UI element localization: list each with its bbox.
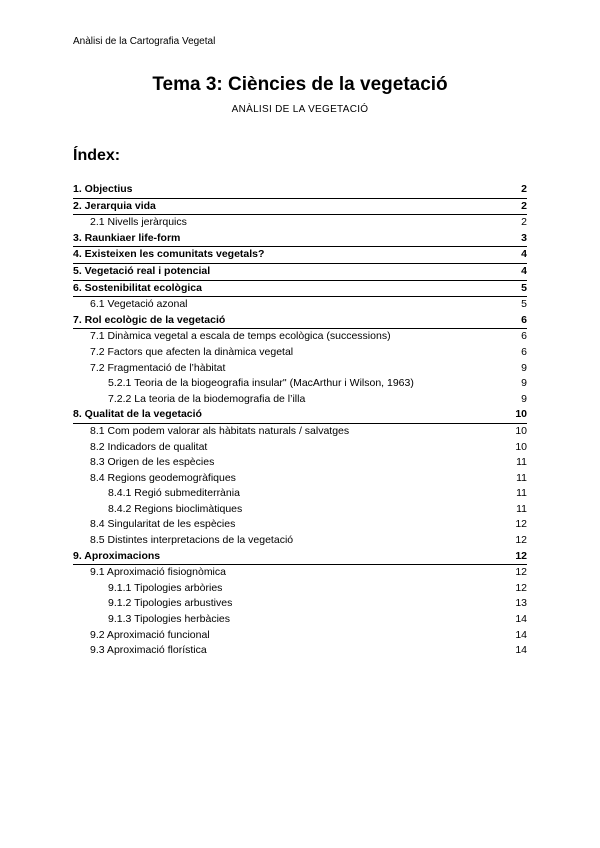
toc-entry-label: 8.5 Distintes interpretacions de la vegetació (90, 534, 294, 547)
toc-entry-label: 7.1 Dinàmica vegetal a escala de temps ecològica (successions) (90, 330, 391, 343)
toc-entry[interactable] (73, 643, 527, 659)
toc-entry-page-number: 9 (521, 361, 527, 374)
toc-entry[interactable] (73, 517, 527, 533)
toc-entry-label: 8.4 Regions geodemogràfiques (90, 471, 236, 484)
toc-entry-label: 7.2 Factors que afecten la dinàmica vegetal (90, 345, 294, 358)
toc-entry-label: 7.2 Fragmentació de l’hàbitat (90, 361, 226, 374)
toc-entry-page-number: 10 (515, 440, 527, 453)
toc-entry[interactable] (73, 565, 527, 581)
toc-entry[interactable] (73, 247, 527, 264)
toc-entry-label: 6.1 Vegetació azonal (90, 298, 188, 311)
toc-entry-label: 7. Rol ecològic de la vegetació (73, 313, 226, 326)
running-header: Anàlisi de la Cartografia Vegetal (73, 36, 216, 47)
toc-entry[interactable] (73, 502, 527, 518)
toc-entry[interactable] (73, 628, 527, 644)
toc-entry[interactable] (73, 215, 527, 231)
toc-entry[interactable] (73, 329, 527, 345)
toc-entry-label: 5.2.1 Teoria de la biogeografia insular" (MacArthur i Wilson, 1963) (108, 377, 414, 390)
toc-entry-label: 8.2 Indicadors de qualitat (90, 440, 208, 453)
toc-entry-page-number: 12 (515, 549, 527, 562)
toc-entry-page-number: 11 (516, 456, 527, 469)
toc-entry-page-number: 4 (521, 264, 527, 277)
toc-entry-page-number: 11 (516, 502, 527, 515)
toc-entry-label: 9.1.2 Tipologies arbustives (108, 597, 233, 610)
toc-entry-label: 9. Aproximacions (73, 549, 161, 562)
toc-entry-page-number: 5 (521, 281, 527, 294)
toc-entry[interactable] (73, 612, 527, 628)
toc-entry[interactable] (73, 264, 527, 281)
toc-entry[interactable] (73, 199, 527, 216)
toc-entry-page-number: 11 (516, 471, 527, 484)
toc-entry-page-number: 9 (521, 377, 527, 390)
toc-entry-page-number: 9 (521, 392, 527, 405)
toc-entry[interactable] (73, 231, 527, 248)
toc-entry[interactable] (73, 392, 527, 408)
toc-entry-page-number: 10 (515, 408, 527, 421)
toc-entry[interactable] (73, 424, 527, 440)
toc-entry[interactable] (73, 581, 527, 597)
toc-entry-page-number: 2 (521, 216, 527, 229)
toc-entry-label: 8.4.1 Regió submediterrània (108, 487, 240, 500)
toc-entry-page-number: 4 (521, 248, 527, 261)
toc-entry-page-number: 14 (515, 628, 527, 641)
toc-entry-label: 2.1 Nivells jeràrquics (90, 216, 187, 229)
toc-entry-page-number: 12 (515, 566, 527, 579)
toc-entry-label: 8.1 Com podem valorar als hàbitats naturals / salvatges (90, 424, 350, 437)
toc-entry[interactable] (73, 471, 527, 487)
toc-entry-page-number: 2 (521, 183, 527, 195)
toc-entry-label: 4. Existeixen les comunitats vegetals? (73, 248, 265, 261)
toc-entry[interactable] (73, 281, 527, 298)
toc-entry-label: 1. Objectius (73, 183, 133, 195)
toc-entry-label: 5. Vegetació real i potencial (73, 264, 211, 277)
toc-entry-label: 9.1 Aproximació fisiognòmica (90, 566, 226, 579)
toc-entry-page-number: 6 (521, 313, 527, 326)
toc-entry-page-number: 12 (515, 534, 527, 547)
toc-entry-label: 7.2.2 La teoria de la biodemografia de l’illa (108, 392, 306, 405)
toc-entry-page-number: 14 (515, 644, 527, 657)
toc-entry-label: 9.1.3 Tipologies herbàcies (108, 613, 230, 626)
toc-entry[interactable] (73, 345, 527, 361)
toc-entry[interactable] (73, 549, 527, 566)
toc-entry[interactable] (73, 361, 527, 377)
toc-entry-label: 9.2 Aproximació funcional (90, 628, 210, 641)
toc-entry-page-number: 12 (515, 518, 527, 531)
toc-entry[interactable] (73, 596, 527, 612)
toc-entry-label: 8.3 Origen de les espècies (90, 456, 215, 469)
toc-entry-page-number: 5 (521, 298, 527, 311)
toc-entry-label: 9.3 Aproximació florística (90, 644, 207, 657)
toc-entry-page-number: 3 (521, 231, 527, 244)
page-title: Tema 3: Ciències de la vegetació (152, 74, 448, 95)
toc-entry-label: 9.1.1 Tipologies arbòries (108, 581, 223, 594)
toc-entry[interactable] (73, 313, 527, 330)
toc-entry[interactable] (73, 486, 527, 502)
toc-entry-page-number: 11 (516, 487, 527, 500)
toc-entry-label: 8. Qualitat de la vegetació (73, 408, 202, 421)
toc-entry-label: 6. Sostenibilitat ecològica (73, 281, 202, 294)
toc-entry[interactable] (73, 407, 527, 424)
toc-entry-label: 2. Jerarquia vida (73, 199, 156, 212)
toc-entry[interactable] (73, 533, 527, 549)
toc-entry[interactable] (73, 440, 527, 456)
toc-entry-page-number: 2 (521, 199, 527, 212)
toc-entry-page-number: 13 (515, 597, 527, 610)
toc-entry-page-number: 10 (515, 424, 527, 437)
toc-entry-page-number: 6 (521, 330, 527, 343)
toc-entry[interactable] (73, 376, 527, 392)
toc-entry-label: 8.4.2 Regions bioclimàtiques (108, 502, 243, 515)
toc-entry-page-number: 12 (515, 581, 527, 594)
toc-entry[interactable] (73, 455, 527, 471)
toc-entry[interactable] (73, 297, 527, 313)
toc-entry-page-number: 6 (521, 345, 527, 358)
toc-entry-page-number: 14 (515, 613, 527, 626)
index-heading: Índex: (73, 147, 121, 164)
toc-entry[interactable] (73, 182, 527, 199)
page-subtitle: ANÀLISI DE LA VEGETACIÓ (231, 104, 369, 115)
toc-entry-label: 8.4 Singularitat de les espècies (90, 518, 236, 531)
toc-entry-label: 3. Raunkiaer life-form (73, 231, 181, 244)
table-of-contents (73, 182, 527, 659)
